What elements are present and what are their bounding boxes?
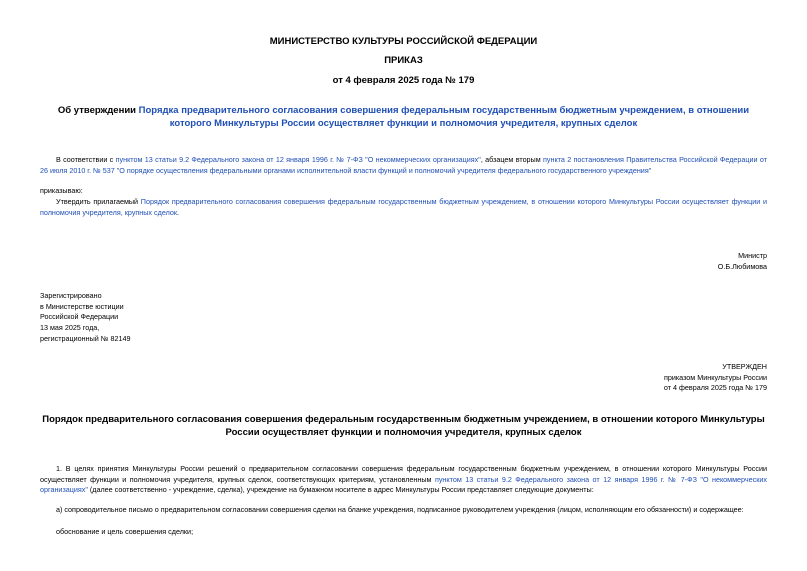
item-a-subparagraph: обоснование и цель совершения сделки; — [56, 527, 194, 536]
document-date-number: от 4 февраля 2025 года № 179 — [332, 75, 475, 86]
approved-procedure-link[interactable]: Порядок предварительного согласования совершения федеральным государственным бюджетным учреждением, в отношении которого Минкультуры России осуществляет функции и полномочия учредителя, крупных сделок — [40, 197, 767, 217]
approval-line: УТВЕРЖДЕН — [722, 362, 767, 371]
item-1-text-1: 1. В целях принятия Минкультуры России решений о предварительном согласовании совершения федеральным государственным бюджетным учреждением, в отношении которого Минкультуры России осуществляет функции и полномочия учредителя, крупных сделок, соответствующих критериям, установленным — [40, 464, 767, 484]
approval-line: приказом Минкультуры России — [663, 372, 767, 382]
registration-line: Российской Федерации — [40, 312, 119, 322]
approve-text-2: . — [177, 207, 179, 217]
document-title — [40, 104, 767, 130]
ministry-heading: МИНИСТЕРСТВО КУЛЬТУРЫ РОССИЙСКОЙ ФЕДЕРАЦИИ — [269, 36, 538, 47]
title-prefix: Об утверждении — [57, 105, 139, 116]
approve-text-1: Утвердить прилагаемый — [56, 197, 141, 206]
preamble-text-2: , абзацем вторым — [480, 155, 543, 164]
procedure-title: Порядок предварительного согласования совершения федеральным государственным бюджетным учреждением, в отношении которого Минкультуры России осуществляет функции и полномочия учредителя, крупных сделок — [42, 414, 765, 438]
item-1-paragraph — [40, 464, 767, 496]
signature-name: О.Б.Любимова — [717, 262, 767, 271]
preamble-paragraph — [40, 155, 767, 176]
title-procedure-link[interactable]: Порядка предварительного согласования совершения федеральным государственным бюджетным учреждением, в отношении которого Минкультуры России осуществляет функции и полномочия учредителя, крупных сделок — [138, 105, 750, 129]
approval-stamp — [664, 362, 767, 394]
item-1-law-link[interactable]: пунктом 13 статьи 9.2 Федерального закона от 12 января 1996 г. № 7-ФЗ "О некоммерческих организациях" — [40, 474, 767, 494]
document-type: ПРИКАЗ — [384, 55, 423, 66]
law-link[interactable]: пунктом 13 статьи 9.2 Федерального закона от 12 января 1996 г. № 7-ФЗ "О некоммерческих организациях" — [115, 155, 481, 164]
registration-block — [40, 291, 130, 345]
government-resolution-link[interactable]: пункта 2 постановления Правительства Российской Федерации от 26 июля 2010 г. № 537 "О порядке осуществления федеральными органами исполнительной власти функций и полномочий учредителя федерального государственного учреждения" — [40, 155, 768, 175]
registration-line: 13 мая 2025 года, — [40, 323, 100, 333]
signature-block — [718, 250, 767, 272]
registration-line: Зарегистрировано — [40, 291, 102, 300]
preamble-text-1: В соответствии с — [56, 155, 116, 164]
approval-line: от 4 февраля 2025 года № 179 — [663, 383, 767, 392]
registration-line: в Министерстве юстиции — [40, 301, 124, 311]
order-word: приказываю: — [40, 186, 83, 195]
item-a-paragraph: а) сопроводительное письмо о предварительном согласовании совершения сделки на бланке учреждения, подписанное руководителем учреждения (лицом, исполняющим его обязанности) и содержащее: — [56, 505, 744, 514]
approve-paragraph — [40, 197, 767, 218]
item-1-text-2: (далее соответственно - учреждение, сделка), учреждение на бумажном носителе в адрес Минкультуры России представляет следующие документы: — [87, 485, 594, 494]
registration-line: регистрационный № 82149 — [40, 333, 131, 343]
signature-position: Министр — [738, 251, 767, 260]
